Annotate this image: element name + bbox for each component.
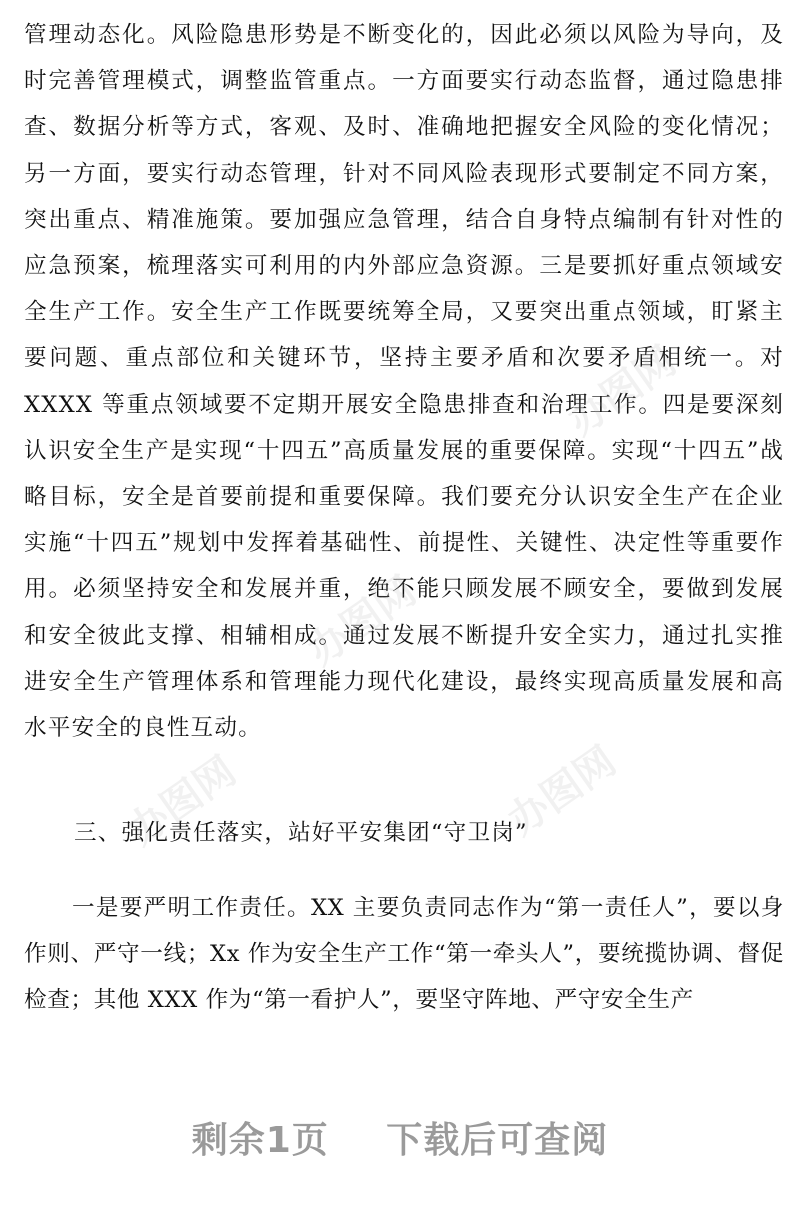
body-paragraph-2: 一是要严明工作责任。XX 主要负责同志作为“第一责任人”，要以身作则、严守一线；Xx 作为安全生产工作“第一牵头人”，要统揽协调、督促检查；其他 XXX 作为“第一看护人”，要坚守阵地、严守安全生产 xyxy=(24,895,784,1014)
remaining-pages-text: 剩余1页 xyxy=(191,1120,329,1161)
watermark: 办图网 xyxy=(119,748,245,855)
watermark: 办图网 xyxy=(559,338,685,445)
section-heading: 三、强化责任落实，站好平安集团“守卫岗” xyxy=(74,820,528,846)
watermark: 办图网 xyxy=(299,568,425,675)
download-prompt[interactable] xyxy=(0,1112,800,1163)
body-paragraph: 管理动态化。风险隐患形势是不断变化的，因此必须以风险为导向，及时完善管理模式，调整监管重点。一方面要实行动态监督，通过隐患排查、数据分析等方式，客观、及时、准确地把握安全风险的变化情况；另一方面，要实行动态管理，针对不同风险表现形式要制定不同方案，突出重点、精准施策。要加强应急管理，结合自身特点编制有针对性的应急预案，梳理落实可利用的内外部应急资源。三是要抓好重点领域安全生产工作。安全生产工作既要统筹全局，又要突出重点领域，盯紧主要问题、重点部位和关键环节，坚持主要矛盾和次要矛盾相统一。对 XXXX 等重点领域要不定期开展安全隐患排查和治理工作。四是要深刻认识安全生产是实现“十四五”高质量发展的重要保障。实现“十四五”战略目标，安全是首要前提和重要保障。我们要充分认识安全生产在企业实施“十四五”规划中发挥着基础性、前提性、关键性、决定性等重要作用。必须坚持安全和发展并重，绝不能只顾发展不顾安全，要做到发展和安全彼此支撑、相辅相成。通过发展不断提升安全实力，通过扎实推进安全生产管理体系和管理能力现代化建设，最终实现高质量发展和高水平安全的良性互动。 xyxy=(24,22,784,742)
watermark: 办图网 xyxy=(499,738,625,845)
download-text: 下载后可查阅 xyxy=(386,1120,609,1161)
